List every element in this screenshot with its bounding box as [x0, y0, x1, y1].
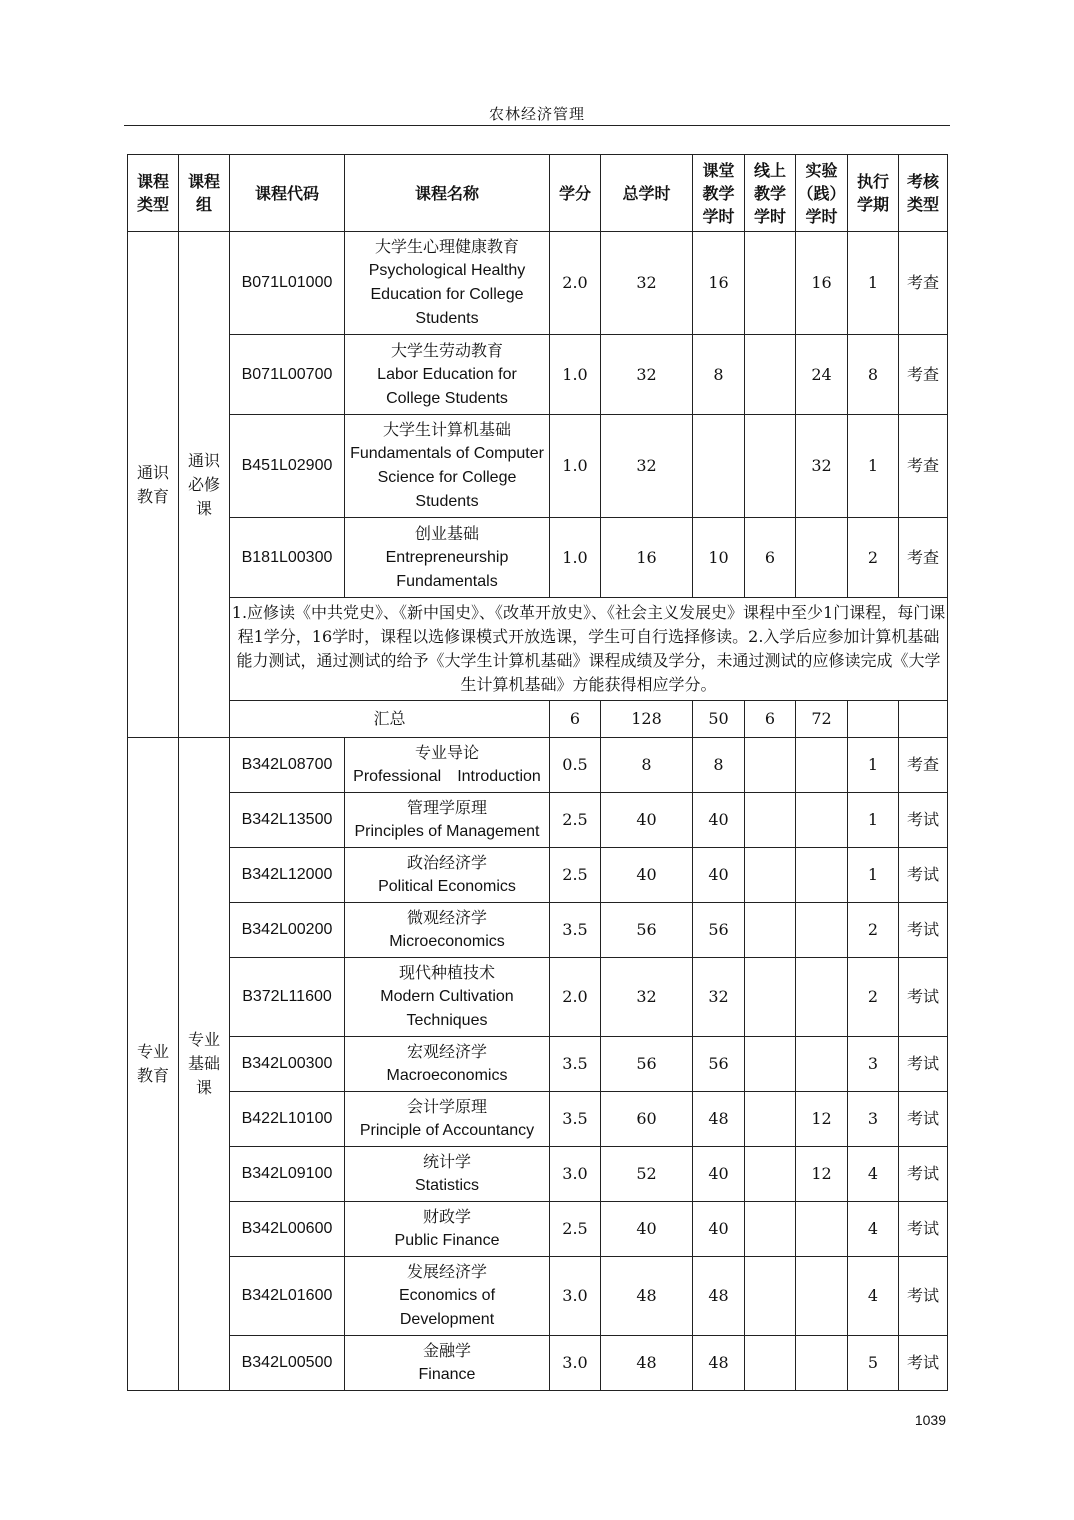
lab-hours — [796, 1257, 848, 1336]
course-name: 专业导论 Professional Introduction — [345, 738, 550, 793]
total-hours: 52 — [601, 1147, 693, 1202]
exam-type: 考试 — [899, 1257, 948, 1336]
course-name: 现代种植技术 Modern Cultivation Techniques — [345, 958, 550, 1037]
table-header-row — [128, 155, 948, 232]
total-hours: 48 — [601, 1336, 693, 1391]
course-name: 宏观经济学 Macroeconomics — [345, 1037, 550, 1092]
online-hours — [745, 1257, 796, 1336]
online-hours — [745, 1202, 796, 1257]
table-row-summary — [128, 701, 948, 738]
course-name: 管理学原理 Principles of Management — [345, 793, 550, 848]
classroom-hours: 40 — [693, 793, 745, 848]
lab-hours — [796, 793, 848, 848]
course-code: B342L00600 — [230, 1202, 345, 1257]
course-code: B342L08700 — [230, 738, 345, 793]
semester: 3 — [848, 1037, 899, 1092]
total-hours: 8 — [601, 738, 693, 793]
total-hours: 40 — [601, 1202, 693, 1257]
header-rule — [124, 125, 950, 126]
table-row — [128, 848, 948, 903]
table-row — [128, 518, 948, 598]
lab-hours — [796, 1336, 848, 1391]
semester: 2 — [848, 903, 899, 958]
total-hours: 40 — [601, 848, 693, 903]
semester: 5 — [848, 1336, 899, 1391]
col-header-online-hours: 线上 教学 学时 — [745, 155, 796, 232]
course-code: B372L11600 — [230, 958, 345, 1037]
course-code: B342L09100 — [230, 1147, 345, 1202]
semester: 2 — [848, 958, 899, 1037]
course-code: B342L00200 — [230, 903, 345, 958]
classroom-hours: 56 — [693, 1037, 745, 1092]
total-hours: 32 — [601, 335, 693, 415]
classroom-hours: 48 — [693, 1257, 745, 1336]
course-name: 金融学 Finance — [345, 1336, 550, 1391]
lab-hours: 32 — [796, 415, 848, 518]
running-header-title: 农林经济管理 — [488, 105, 585, 123]
table-row — [128, 958, 948, 1037]
section-note: 1.应修读《中共党史》、《新中国史》、《改革开放史》、《社会主义发展史》课程中至少1门课程，每门课程1学分，16学时，课程以选修课模式开放选课，学生可自行选择修读。2.入学后应参加计算机基础能力测试，通过测试的给予《大学生计算机基础》课程成绩及学分，未通过测试的应修读完成《大学生计算机基础》方能获得相应学分。 — [230, 598, 948, 701]
semester: 1 — [848, 738, 899, 793]
table-row — [128, 415, 948, 518]
course-group-professional-basic: 专业 基础 课 — [179, 738, 230, 1391]
online-hours: 6 — [745, 518, 796, 598]
course-type-professional: 专业 教育 — [128, 738, 179, 1391]
course-name: 大学生计算机基础 Fundamentals of Computer Science for College Students — [345, 415, 550, 518]
lab-hours — [796, 1037, 848, 1092]
summary-exam-type — [899, 701, 948, 738]
credit: 0.5 — [550, 738, 601, 793]
lab-hours: 24 — [796, 335, 848, 415]
summary-credit: 6 — [550, 701, 601, 738]
semester: 1 — [848, 415, 899, 518]
semester: 3 — [848, 1092, 899, 1147]
exam-type: 考查 — [899, 518, 948, 598]
course-code: B342L13500 — [230, 793, 345, 848]
total-hours: 32 — [601, 958, 693, 1037]
table-row — [128, 1147, 948, 1202]
exam-type: 考试 — [899, 793, 948, 848]
course-code: B451L02900 — [230, 415, 345, 518]
credit: 2.5 — [550, 848, 601, 903]
lab-hours: 12 — [796, 1092, 848, 1147]
exam-type: 考试 — [899, 1202, 948, 1257]
online-hours — [745, 958, 796, 1037]
semester: 4 — [848, 1147, 899, 1202]
classroom-hours: 48 — [693, 1336, 745, 1391]
exam-type: 考试 — [899, 958, 948, 1037]
course-code: B342L12000 — [230, 848, 345, 903]
table-row — [128, 335, 948, 415]
online-hours — [745, 415, 796, 518]
exam-type: 考查 — [899, 335, 948, 415]
total-hours: 32 — [601, 415, 693, 518]
total-hours: 48 — [601, 1257, 693, 1336]
col-header-exam-type: 考核 类型 — [899, 155, 948, 232]
semester: 2 — [848, 518, 899, 598]
classroom-hours: 10 — [693, 518, 745, 598]
credit: 1.0 — [550, 415, 601, 518]
total-hours: 16 — [601, 518, 693, 598]
credit: 2.5 — [550, 793, 601, 848]
course-group-general-required: 通识 必修 课 — [179, 232, 230, 738]
course-name: 会计学原理 Principle of Accountancy — [345, 1092, 550, 1147]
table-row — [128, 232, 948, 335]
table-row — [128, 1336, 948, 1391]
exam-type: 考试 — [899, 1037, 948, 1092]
lab-hours — [796, 848, 848, 903]
course-name: 大学生劳动教育 Labor Education for College Students — [345, 335, 550, 415]
credit: 3.5 — [550, 1092, 601, 1147]
col-header-type: 课程 类型 — [128, 155, 179, 232]
total-hours: 40 — [601, 793, 693, 848]
credit: 2.0 — [550, 958, 601, 1037]
col-header-credit: 学分 — [550, 155, 601, 232]
col-header-name: 课程名称 — [345, 155, 550, 232]
page-number: 1039 — [914, 1412, 946, 1428]
summary-lab-hours: 72 — [796, 701, 848, 738]
classroom-hours: 40 — [693, 848, 745, 903]
semester: 1 — [848, 848, 899, 903]
classroom-hours: 8 — [693, 738, 745, 793]
course-name: 发展经济学 Economics of Development — [345, 1257, 550, 1336]
lab-hours — [796, 1202, 848, 1257]
semester: 1 — [848, 232, 899, 335]
summary-total-hours: 128 — [601, 701, 693, 738]
col-header-total-hours: 总学时 — [601, 155, 693, 232]
credit: 1.0 — [550, 518, 601, 598]
total-hours: 60 — [601, 1092, 693, 1147]
credit: 1.0 — [550, 335, 601, 415]
exam-type: 考试 — [899, 1336, 948, 1391]
exam-type: 考试 — [899, 848, 948, 903]
semester: 8 — [848, 335, 899, 415]
lab-hours — [796, 518, 848, 598]
summary-label: 汇总 — [230, 701, 550, 738]
course-type-general: 通识 教育 — [128, 232, 179, 738]
online-hours — [745, 335, 796, 415]
credit: 3.5 — [550, 1037, 601, 1092]
credit: 2.0 — [550, 232, 601, 335]
classroom-hours: 32 — [693, 958, 745, 1037]
online-hours — [745, 1037, 796, 1092]
summary-online-hours: 6 — [745, 701, 796, 738]
table-row — [128, 1037, 948, 1092]
total-hours: 32 — [601, 232, 693, 335]
exam-type: 考查 — [899, 738, 948, 793]
table-row — [128, 1092, 948, 1147]
exam-type: 考查 — [899, 232, 948, 335]
credit: 2.5 — [550, 1202, 601, 1257]
semester: 4 — [848, 1202, 899, 1257]
table-row — [128, 1257, 948, 1336]
online-hours — [745, 1092, 796, 1147]
course-name: 大学生心理健康教育 Psychological Healthy Education for College Students — [345, 232, 550, 335]
online-hours — [745, 738, 796, 793]
col-header-group: 课程 组 — [179, 155, 230, 232]
table-row-note — [128, 598, 948, 701]
lab-hours — [796, 958, 848, 1037]
course-code: B342L00500 — [230, 1336, 345, 1391]
online-hours — [745, 848, 796, 903]
col-header-lab-hours: 实验 （践） 学时 — [796, 155, 848, 232]
credit: 3.0 — [550, 1336, 601, 1391]
course-name: 财政学 Public Finance — [345, 1202, 550, 1257]
online-hours — [745, 903, 796, 958]
online-hours — [745, 793, 796, 848]
total-hours: 56 — [601, 1037, 693, 1092]
classroom-hours — [693, 415, 745, 518]
exam-type: 考试 — [899, 903, 948, 958]
credit: 3.5 — [550, 903, 601, 958]
credit: 3.0 — [550, 1147, 601, 1202]
classroom-hours: 48 — [693, 1092, 745, 1147]
col-header-code: 课程代码 — [230, 155, 345, 232]
summary-classroom-hours: 50 — [693, 701, 745, 738]
exam-type: 考查 — [899, 415, 948, 518]
course-name: 创业基础 Entrepreneurship Fundamentals — [345, 518, 550, 598]
semester: 1 — [848, 793, 899, 848]
lab-hours — [796, 903, 848, 958]
lab-hours: 16 — [796, 232, 848, 335]
course-code: B342L00300 — [230, 1037, 345, 1092]
semester: 4 — [848, 1257, 899, 1336]
col-header-semester: 执行 学期 — [848, 155, 899, 232]
exam-type: 考试 — [899, 1092, 948, 1147]
classroom-hours: 8 — [693, 335, 745, 415]
classroom-hours: 40 — [693, 1202, 745, 1257]
course-name: 政治经济学 Political Economics — [345, 848, 550, 903]
course-code: B342L01600 — [230, 1257, 345, 1336]
course-code: B422L10100 — [230, 1092, 345, 1147]
online-hours — [745, 1336, 796, 1391]
course-name: 微观经济学 Microeconomics — [345, 903, 550, 958]
classroom-hours: 16 — [693, 232, 745, 335]
course-code: B071L01000 — [230, 232, 345, 335]
table-row — [128, 1202, 948, 1257]
col-header-classroom-hours: 课堂 教学 学时 — [693, 155, 745, 232]
total-hours: 56 — [601, 903, 693, 958]
credit: 3.0 — [550, 1257, 601, 1336]
course-code: B181L00300 — [230, 518, 345, 598]
table-row — [128, 793, 948, 848]
course-code: B071L00700 — [230, 335, 345, 415]
online-hours — [745, 1147, 796, 1202]
course-table — [127, 154, 948, 1391]
classroom-hours: 40 — [693, 1147, 745, 1202]
lab-hours — [796, 738, 848, 793]
course-name: 统计学 Statistics — [345, 1147, 550, 1202]
table-row — [128, 738, 948, 793]
lab-hours: 12 — [796, 1147, 848, 1202]
classroom-hours: 56 — [693, 903, 745, 958]
summary-semester — [848, 701, 899, 738]
online-hours — [745, 232, 796, 335]
exam-type: 考试 — [899, 1147, 948, 1202]
table-row — [128, 903, 948, 958]
